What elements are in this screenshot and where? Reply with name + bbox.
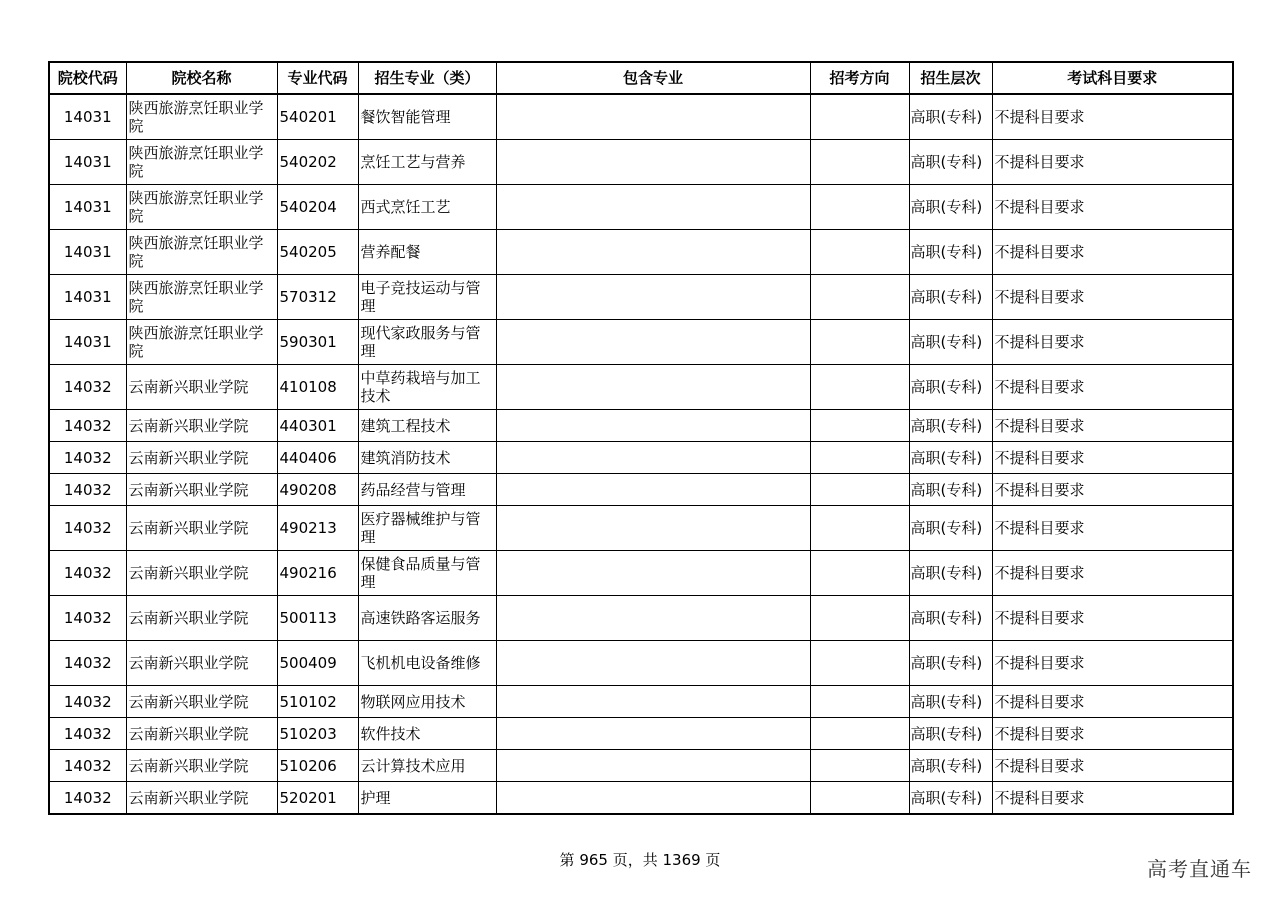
cell-direction: [810, 750, 909, 782]
cell-school-code: 14032: [49, 641, 126, 686]
cell-major-code: 490208: [277, 474, 358, 506]
table-row: [49, 782, 1233, 815]
header-major-code: 专业代码: [277, 62, 358, 94]
cell-school-name: 云南新兴职业学院: [126, 474, 277, 506]
cell-level: 高职(专科): [909, 365, 992, 410]
cell-includes: [496, 551, 810, 596]
table-row: [49, 94, 1233, 140]
cell-level: 高职(专科): [909, 506, 992, 551]
cell-school-code: 14032: [49, 782, 126, 815]
cell-school-code: 14032: [49, 718, 126, 750]
cell-direction: [810, 94, 909, 140]
cell-direction: [810, 641, 909, 686]
cell-major-code: 500409: [277, 641, 358, 686]
cell-school-name: 陕西旅游烹饪职业学院: [126, 94, 277, 140]
cell-includes: [496, 686, 810, 718]
cell-school-code: 14031: [49, 94, 126, 140]
header-requirement: 考试科目要求: [992, 62, 1233, 94]
cell-requirement: 不提科目要求: [992, 185, 1233, 230]
cell-major: 云计算技术应用: [358, 750, 496, 782]
cell-major-code: 490213: [277, 506, 358, 551]
cell-major-code: 440301: [277, 410, 358, 442]
cell-level: 高职(专科): [909, 596, 992, 641]
cell-requirement: 不提科目要求: [992, 442, 1233, 474]
table-row: [49, 230, 1233, 275]
cell-school-code: 14032: [49, 442, 126, 474]
cell-school-code: 14032: [49, 365, 126, 410]
cell-direction: [810, 230, 909, 275]
cell-major-code: 540204: [277, 185, 358, 230]
cell-includes: [496, 410, 810, 442]
cell-includes: [496, 474, 810, 506]
cell-includes: [496, 718, 810, 750]
cell-level: 高职(专科): [909, 641, 992, 686]
header-direction: 招考方向: [810, 62, 909, 94]
cell-includes: [496, 185, 810, 230]
cell-major-code: 500113: [277, 596, 358, 641]
header-school-name: 院校名称: [126, 62, 277, 94]
cell-school-code: 14031: [49, 140, 126, 185]
cell-level: 高职(专科): [909, 94, 992, 140]
cell-includes: [496, 750, 810, 782]
cell-major-code: 520201: [277, 782, 358, 815]
cell-major: 保健食品质量与管理: [358, 551, 496, 596]
cell-school-name: 陕西旅游烹饪职业学院: [126, 140, 277, 185]
cell-level: 高职(专科): [909, 140, 992, 185]
cell-requirement: 不提科目要求: [992, 596, 1233, 641]
cell-includes: [496, 365, 810, 410]
cell-school-name: 云南新兴职业学院: [126, 686, 277, 718]
cell-includes: [496, 275, 810, 320]
cell-school-code: 14032: [49, 410, 126, 442]
cell-level: 高职(专科): [909, 718, 992, 750]
cell-major-code: 510206: [277, 750, 358, 782]
table-row: [49, 506, 1233, 551]
page-footer: 第 965 页，共 1369 页: [559, 851, 721, 869]
cell-major: 餐饮智能管理: [358, 94, 496, 140]
cell-requirement: 不提科目要求: [992, 718, 1233, 750]
cell-major: 电子竞技运动与管理: [358, 275, 496, 320]
cell-direction: [810, 506, 909, 551]
cell-major-code: 510203: [277, 718, 358, 750]
cell-school-code: 14032: [49, 750, 126, 782]
cell-school-name: 云南新兴职业学院: [126, 410, 277, 442]
cell-school-code: 14032: [49, 686, 126, 718]
cell-school-name: 云南新兴职业学院: [126, 782, 277, 815]
header-school-code: 院校代码: [49, 62, 126, 94]
cell-school-name: 云南新兴职业学院: [126, 442, 277, 474]
table-row: [49, 596, 1233, 641]
table-row: [49, 185, 1233, 230]
cell-school-code: 14031: [49, 275, 126, 320]
cell-major-code: 510102: [277, 686, 358, 718]
cell-requirement: 不提科目要求: [992, 686, 1233, 718]
cell-school-code: 14031: [49, 185, 126, 230]
cell-level: 高职(专科): [909, 782, 992, 815]
cell-school-name: 云南新兴职业学院: [126, 750, 277, 782]
cell-requirement: 不提科目要求: [992, 365, 1233, 410]
cell-direction: [810, 140, 909, 185]
cell-major: 软件技术: [358, 718, 496, 750]
cell-direction: [810, 275, 909, 320]
table-row: [49, 750, 1233, 782]
cell-requirement: 不提科目要求: [992, 230, 1233, 275]
cell-direction: [810, 474, 909, 506]
table-row: [49, 641, 1233, 686]
cell-requirement: 不提科目要求: [992, 410, 1233, 442]
cell-major: 营养配餐: [358, 230, 496, 275]
cell-direction: [810, 442, 909, 474]
cell-includes: [496, 641, 810, 686]
cell-level: 高职(专科): [909, 686, 992, 718]
cell-includes: [496, 320, 810, 365]
table-row: [49, 686, 1233, 718]
cell-school-name: 云南新兴职业学院: [126, 718, 277, 750]
header-includes: 包含专业: [496, 62, 810, 94]
cell-major-code: 490216: [277, 551, 358, 596]
admissions-table: [48, 61, 1234, 815]
cell-school-code: 14032: [49, 506, 126, 551]
cell-requirement: 不提科目要求: [992, 140, 1233, 185]
cell-direction: [810, 718, 909, 750]
cell-school-code: 14032: [49, 596, 126, 641]
cell-includes: [496, 442, 810, 474]
cell-major-code: 440406: [277, 442, 358, 474]
cell-school-code: 14032: [49, 474, 126, 506]
cell-school-name: 陕西旅游烹饪职业学院: [126, 320, 277, 365]
table-row: [49, 275, 1233, 320]
cell-school-name: 云南新兴职业学院: [126, 551, 277, 596]
cell-school-name: 云南新兴职业学院: [126, 641, 277, 686]
cell-school-code: 14032: [49, 551, 126, 596]
cell-school-name: 陕西旅游烹饪职业学院: [126, 230, 277, 275]
cell-requirement: 不提科目要求: [992, 474, 1233, 506]
cell-major: 物联网应用技术: [358, 686, 496, 718]
cell-school-name: 云南新兴职业学院: [126, 596, 277, 641]
cell-level: 高职(专科): [909, 275, 992, 320]
table-row: [49, 410, 1233, 442]
cell-major: 高速铁路客运服务: [358, 596, 496, 641]
cell-level: 高职(专科): [909, 320, 992, 365]
watermark-logo: 高考直通车: [1147, 857, 1252, 881]
header-level: 招生层次: [909, 62, 992, 94]
cell-level: 高职(专科): [909, 442, 992, 474]
cell-level: 高职(专科): [909, 230, 992, 275]
cell-school-name: 云南新兴职业学院: [126, 365, 277, 410]
cell-major-code: 590301: [277, 320, 358, 365]
cell-school-code: 14031: [49, 230, 126, 275]
cell-major: 建筑工程技术: [358, 410, 496, 442]
table-row: [49, 320, 1233, 365]
cell-direction: [810, 410, 909, 442]
cell-requirement: 不提科目要求: [992, 320, 1233, 365]
cell-requirement: 不提科目要求: [992, 551, 1233, 596]
cell-includes: [496, 230, 810, 275]
cell-direction: [810, 185, 909, 230]
cell-direction: [810, 320, 909, 365]
cell-major-code: 540202: [277, 140, 358, 185]
table-row: [49, 140, 1233, 185]
header-major: 招生专业（类）: [358, 62, 496, 94]
cell-school-code: 14031: [49, 320, 126, 365]
cell-includes: [496, 94, 810, 140]
cell-major-code: 540205: [277, 230, 358, 275]
cell-major: 现代家政服务与管理: [358, 320, 496, 365]
cell-requirement: 不提科目要求: [992, 782, 1233, 815]
cell-requirement: 不提科目要求: [992, 275, 1233, 320]
cell-major-code: 410108: [277, 365, 358, 410]
cell-level: 高职(专科): [909, 185, 992, 230]
cell-major: 西式烹饪工艺: [358, 185, 496, 230]
cell-direction: [810, 596, 909, 641]
cell-school-name: 陕西旅游烹饪职业学院: [126, 275, 277, 320]
table-row: [49, 474, 1233, 506]
cell-requirement: 不提科目要求: [992, 641, 1233, 686]
cell-direction: [810, 782, 909, 815]
cell-major: 中草药栽培与加工技术: [358, 365, 496, 410]
cell-school-name: 陕西旅游烹饪职业学院: [126, 185, 277, 230]
table-row: [49, 718, 1233, 750]
cell-includes: [496, 140, 810, 185]
table-row: [49, 551, 1233, 596]
table-body: [49, 94, 1233, 814]
cell-major: 建筑消防技术: [358, 442, 496, 474]
table-row: [49, 365, 1233, 410]
cell-school-name: 云南新兴职业学院: [126, 506, 277, 551]
cell-level: 高职(专科): [909, 551, 992, 596]
cell-includes: [496, 596, 810, 641]
cell-level: 高职(专科): [909, 474, 992, 506]
cell-major: 护理: [358, 782, 496, 815]
cell-level: 高职(专科): [909, 750, 992, 782]
cell-major: 药品经营与管理: [358, 474, 496, 506]
cell-major: 烹饪工艺与营养: [358, 140, 496, 185]
cell-direction: [810, 551, 909, 596]
cell-requirement: 不提科目要求: [992, 750, 1233, 782]
table-row: [49, 442, 1233, 474]
cell-level: 高职(专科): [909, 410, 992, 442]
cell-direction: [810, 365, 909, 410]
cell-major: 医疗器械维护与管理: [358, 506, 496, 551]
cell-requirement: 不提科目要求: [992, 94, 1233, 140]
cell-direction: [810, 686, 909, 718]
cell-major-code: 570312: [277, 275, 358, 320]
cell-includes: [496, 506, 810, 551]
cell-major-code: 540201: [277, 94, 358, 140]
cell-requirement: 不提科目要求: [992, 506, 1233, 551]
cell-major: 飞机机电设备维修: [358, 641, 496, 686]
table-header-row: [49, 62, 1233, 94]
cell-includes: [496, 782, 810, 815]
